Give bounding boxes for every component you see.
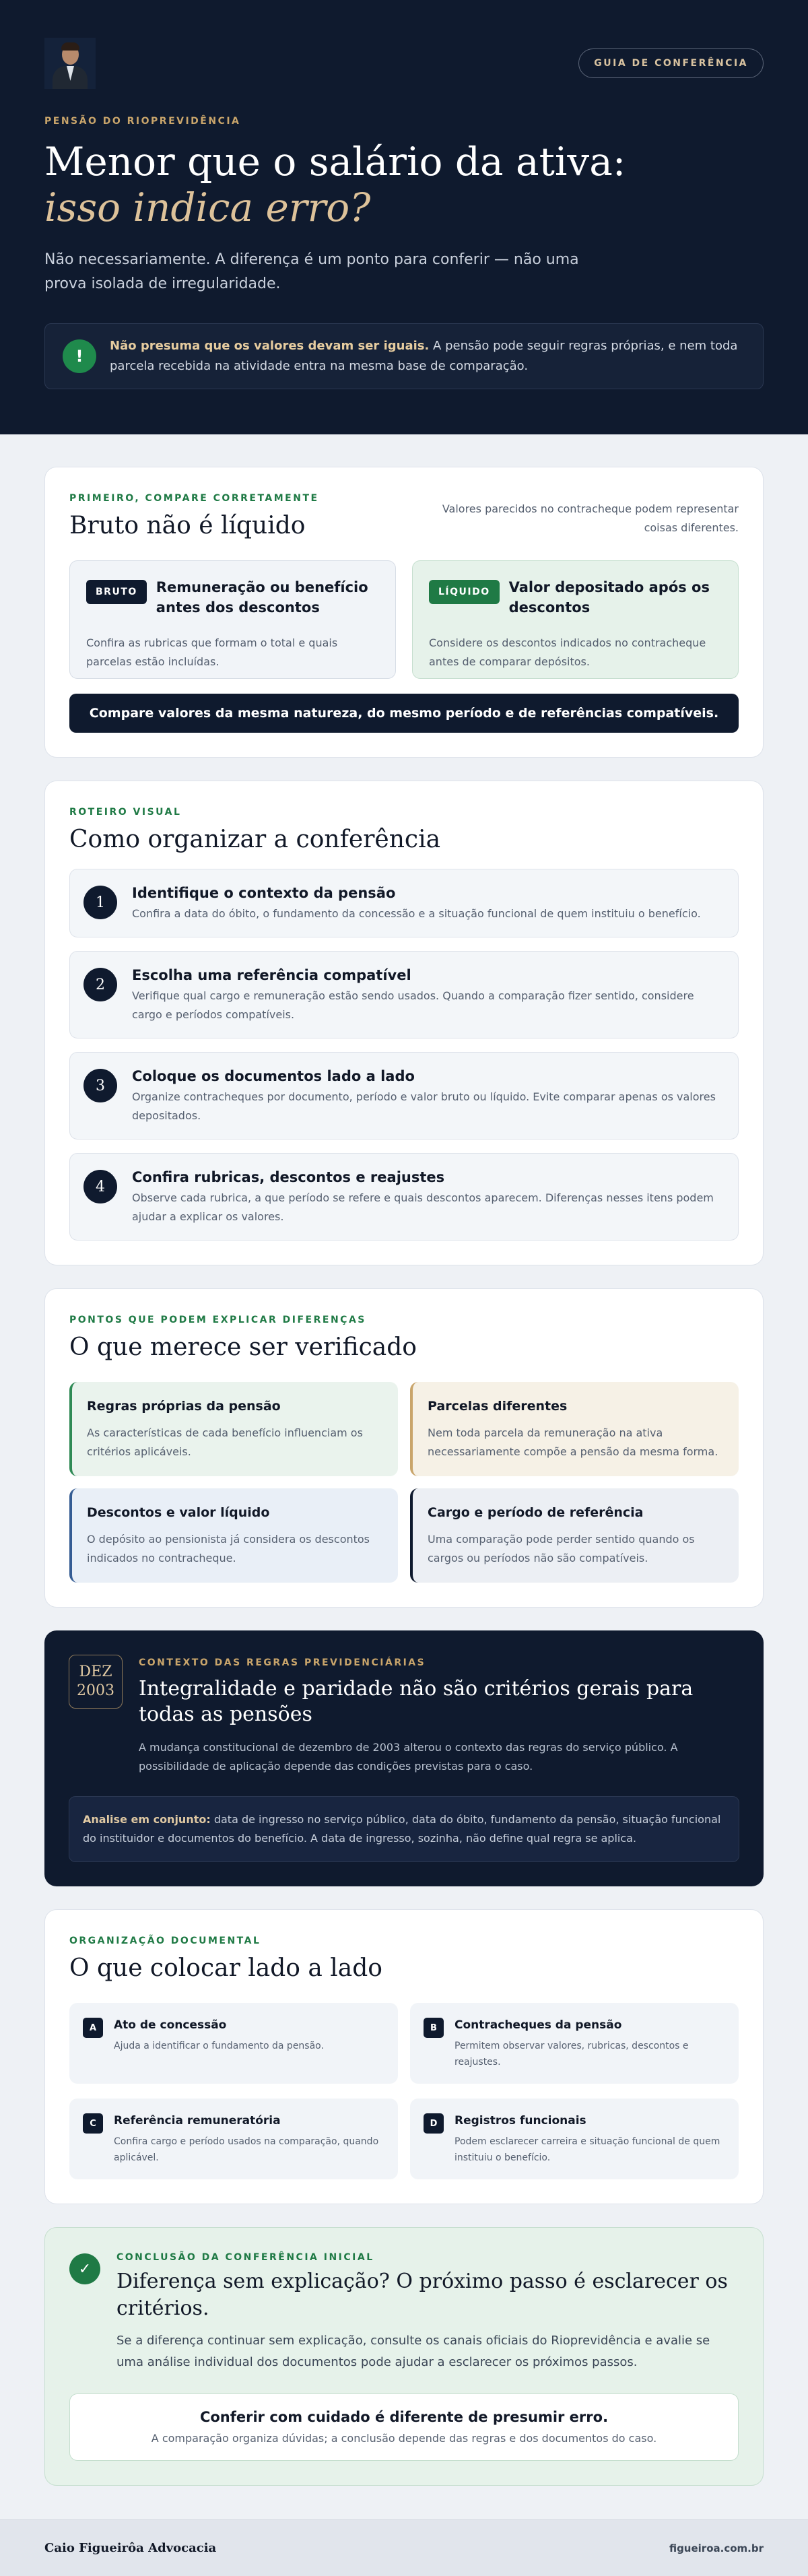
step-desc: Organize contracheques por documento, período e valor bruto ou líquido. Evite comparar apenas os valores depositados. [132, 1090, 716, 1122]
verify-item [410, 1382, 739, 1476]
contexto-note-text: data de ingresso no serviço público, data do óbito, fundamento da pensão, situação funcional do instituidor e documentos do benefício. A data de ingresso, sozinha, não define qual regra se aplica. [83, 1813, 721, 1845]
check-icon: ✓ [69, 2253, 100, 2284]
verify-title: Descontos e valor líquido [87, 1505, 270, 1520]
documentos-eyebrow: ORGANIZAÇÃO DOCUMENTAL [69, 1936, 261, 1946]
contexto-note [69, 1796, 739, 1862]
alert-strong: Não presuma que os valores devam ser iguais. [110, 339, 430, 353]
alert-body: A pensão pode seguir regras próprias, e nem toda parcela recebida na atividade entra na mesma base de comparação. [110, 339, 738, 373]
verify-desc: As características de cada benefício influenciam os critérios aplicáveis. [87, 1426, 363, 1458]
doc-desc: Ajuda a identificar o fundamento da pensão. [114, 2041, 324, 2051]
doc-title: Referência remuneratória [114, 2114, 281, 2127]
liquido-tag: LÍQUIDO [429, 580, 500, 604]
contexto-eyebrow: CONTEXTO DAS REGRAS PREVIDENCIÁRIAS [139, 1657, 426, 1668]
conclusao-card [44, 2227, 764, 2486]
verificar-eyebrow: PONTOS QUE PODEM EXPLICAR DIFERENÇAS [69, 1315, 366, 1325]
bruto-box [69, 560, 396, 679]
footer-brand: Caio Figueirôa Advocacia [44, 2541, 217, 2555]
step-item [69, 1153, 739, 1241]
step-item [69, 1052, 739, 1140]
footer-link[interactable]: figueiroa.com.br [669, 2542, 764, 2554]
step-number: 3 [83, 1069, 117, 1102]
callout-subtitle: A comparação organiza dúvidas; a conclusão depende das regras e dos documentos do caso. [151, 2432, 657, 2445]
compare-card [44, 467, 764, 758]
liquido-box [412, 560, 739, 679]
hero-eyebrow: PENSÃO DO RIOPREVIDÊNCIA [44, 116, 241, 127]
step-item [69, 869, 739, 937]
verificar-card [44, 1288, 764, 1608]
liquido-title: Valor depositado após os descontos [508, 579, 710, 616]
alert-box [44, 323, 764, 389]
contexto-title: Integralidade e paridade não são critérios gerais para todas as pensões [139, 1677, 694, 1726]
step-number: 1 [83, 886, 117, 919]
conclusao-desc: Se a diferença continuar sem explicação, consulte os canais oficiais do Rioprevidência e avalie se uma análise individual dos documentos pode ajudar a esclarecer os próximos passos. [116, 2334, 710, 2369]
step-number: 2 [83, 968, 117, 1001]
title-line-1: Menor que o salário da ativa: [44, 139, 626, 185]
verificar-title: O que merece ser verificado [69, 1333, 417, 1361]
doc-letter: B [424, 2018, 444, 2038]
doc-item [69, 2099, 398, 2179]
doc-item [69, 2003, 398, 2084]
verify-title: Regras próprias da pensão [87, 1399, 281, 1414]
exclamation-icon: ! [63, 339, 96, 373]
bruto-desc: Confira as rubricas que formam o total e quais parcelas estão incluídas. [86, 636, 338, 668]
verify-item [410, 1488, 739, 1583]
conclusao-eyebrow: CONCLUSÃO DA CONFERÊNCIA INICIAL [116, 2252, 374, 2263]
hero-top [44, 38, 764, 89]
doc-title: Ato de concessão [114, 2018, 227, 2032]
hero-subtitle: Não necessariamente. A diferença é um ponto para conferir — não uma prova isolada de irregularidade. [44, 251, 579, 292]
step-desc: Confira a data do óbito, o fundamento da concessão e a situação funcional de quem instituiu o benefício. [132, 907, 701, 920]
footer [0, 2519, 808, 2576]
avatar [44, 38, 96, 89]
step-title: Escolha uma referência compatível [132, 967, 411, 983]
doc-letter: C [83, 2113, 103, 2134]
step-title: Confira rubricas, descontos e reajustes [132, 1169, 445, 1185]
compare-note: Valores parecidos no contracheque podem representar coisas diferentes. [442, 502, 739, 534]
documentos-card [44, 1909, 764, 2204]
roteiro-eyebrow: ROTEIRO VISUAL [69, 807, 182, 818]
compare-banner: Compare valores da mesma natureza, do mesmo período e de referências compatíveis. [69, 694, 739, 733]
doc-desc: Podem esclarecer carreira e situação funcional de quem instituiu o benefício. [454, 2136, 720, 2163]
conclusao-title: Diferença sem explicação? O próximo passo é esclarecer os critérios. [116, 2270, 728, 2320]
step-title: Identifique o contexto da pensão [132, 885, 396, 901]
verify-desc: O depósito ao pensionista já considera os descontos indicados no contracheque. [87, 1533, 370, 1564]
liquido-desc: Considere os descontos indicados no contracheque antes de comparar depósitos. [429, 636, 706, 668]
contexto-card [44, 1630, 764, 1886]
title-line-2: isso indica erro? [44, 185, 371, 230]
doc-title: Contracheques da pensão [454, 2018, 622, 2032]
date-month: DEZ [79, 1663, 112, 1680]
step-title: Coloque os documentos lado a lado [132, 1068, 415, 1084]
verify-desc: Nem toda parcela da remuneração na ativa necessariamente compõe a pensão da mesma forma. [428, 1426, 718, 1458]
doc-item [410, 2099, 739, 2179]
compare-eyebrow: PRIMEIRO, COMPARE CORRETAMENTE [69, 493, 319, 504]
alert-text [110, 336, 745, 376]
doc-desc: Confira cargo e período usados na comparação, quando aplicável. [114, 2136, 379, 2163]
step-desc: Observe cada rubrica, a que período se refere e quais descontos aparecem. Diferenças nesses itens podem ajudar a explicar os valores. [132, 1191, 714, 1223]
hero [0, 0, 808, 434]
date-badge [69, 1655, 123, 1709]
verify-item [69, 1382, 398, 1476]
callout-title: Conferir com cuidado é diferente de presumir erro. [199, 2409, 609, 2425]
verify-item [69, 1488, 398, 1583]
step-desc: Verifique qual cargo e remuneração estão sendo usados. Quando a comparação fizer sentido, considere cargo e períodos compatíveis. [132, 989, 694, 1021]
verify-title: Parcelas diferentes [428, 1399, 568, 1414]
guide-button[interactable]: GUIA DE CONFERÊNCIA [578, 48, 764, 78]
bruto-title: Remuneração ou benefício antes dos descontos [156, 579, 368, 616]
step-number: 4 [83, 1170, 117, 1203]
step-item [69, 951, 739, 1038]
roteiro-title: Como organizar a conferência [69, 826, 441, 853]
date-year: 2003 [77, 1682, 114, 1699]
contexto-note-strong: Analise em conjunto: [83, 1813, 211, 1826]
doc-desc: Permitem observar valores, rubricas, descontos e reajustes. [454, 2041, 689, 2068]
verify-title: Cargo e período de referência [428, 1505, 644, 1520]
roteiro-card [44, 781, 764, 1265]
conclusao-callout [69, 2393, 739, 2461]
verify-desc: Uma comparação pode perder sentido quando os cargos ou períodos não são compatíveis. [428, 1533, 695, 1564]
doc-title: Registros funcionais [454, 2114, 586, 2127]
doc-item [410, 2003, 739, 2084]
main-content [0, 434, 808, 2519]
bruto-tag: BRUTO [86, 580, 147, 604]
doc-letter: A [83, 2018, 103, 2038]
compare-title: Bruto não é líquido [69, 512, 306, 539]
documentos-title: O que colocar lado a lado [69, 1954, 382, 1982]
page-title [44, 139, 764, 230]
contexto-desc: A mudança constitucional de dezembro de 2003 alterou o contexto das regras do serviço público. A possibilidade de aplicação depende das condições previstas para o caso. [139, 1741, 678, 1773]
doc-letter: D [424, 2113, 444, 2134]
